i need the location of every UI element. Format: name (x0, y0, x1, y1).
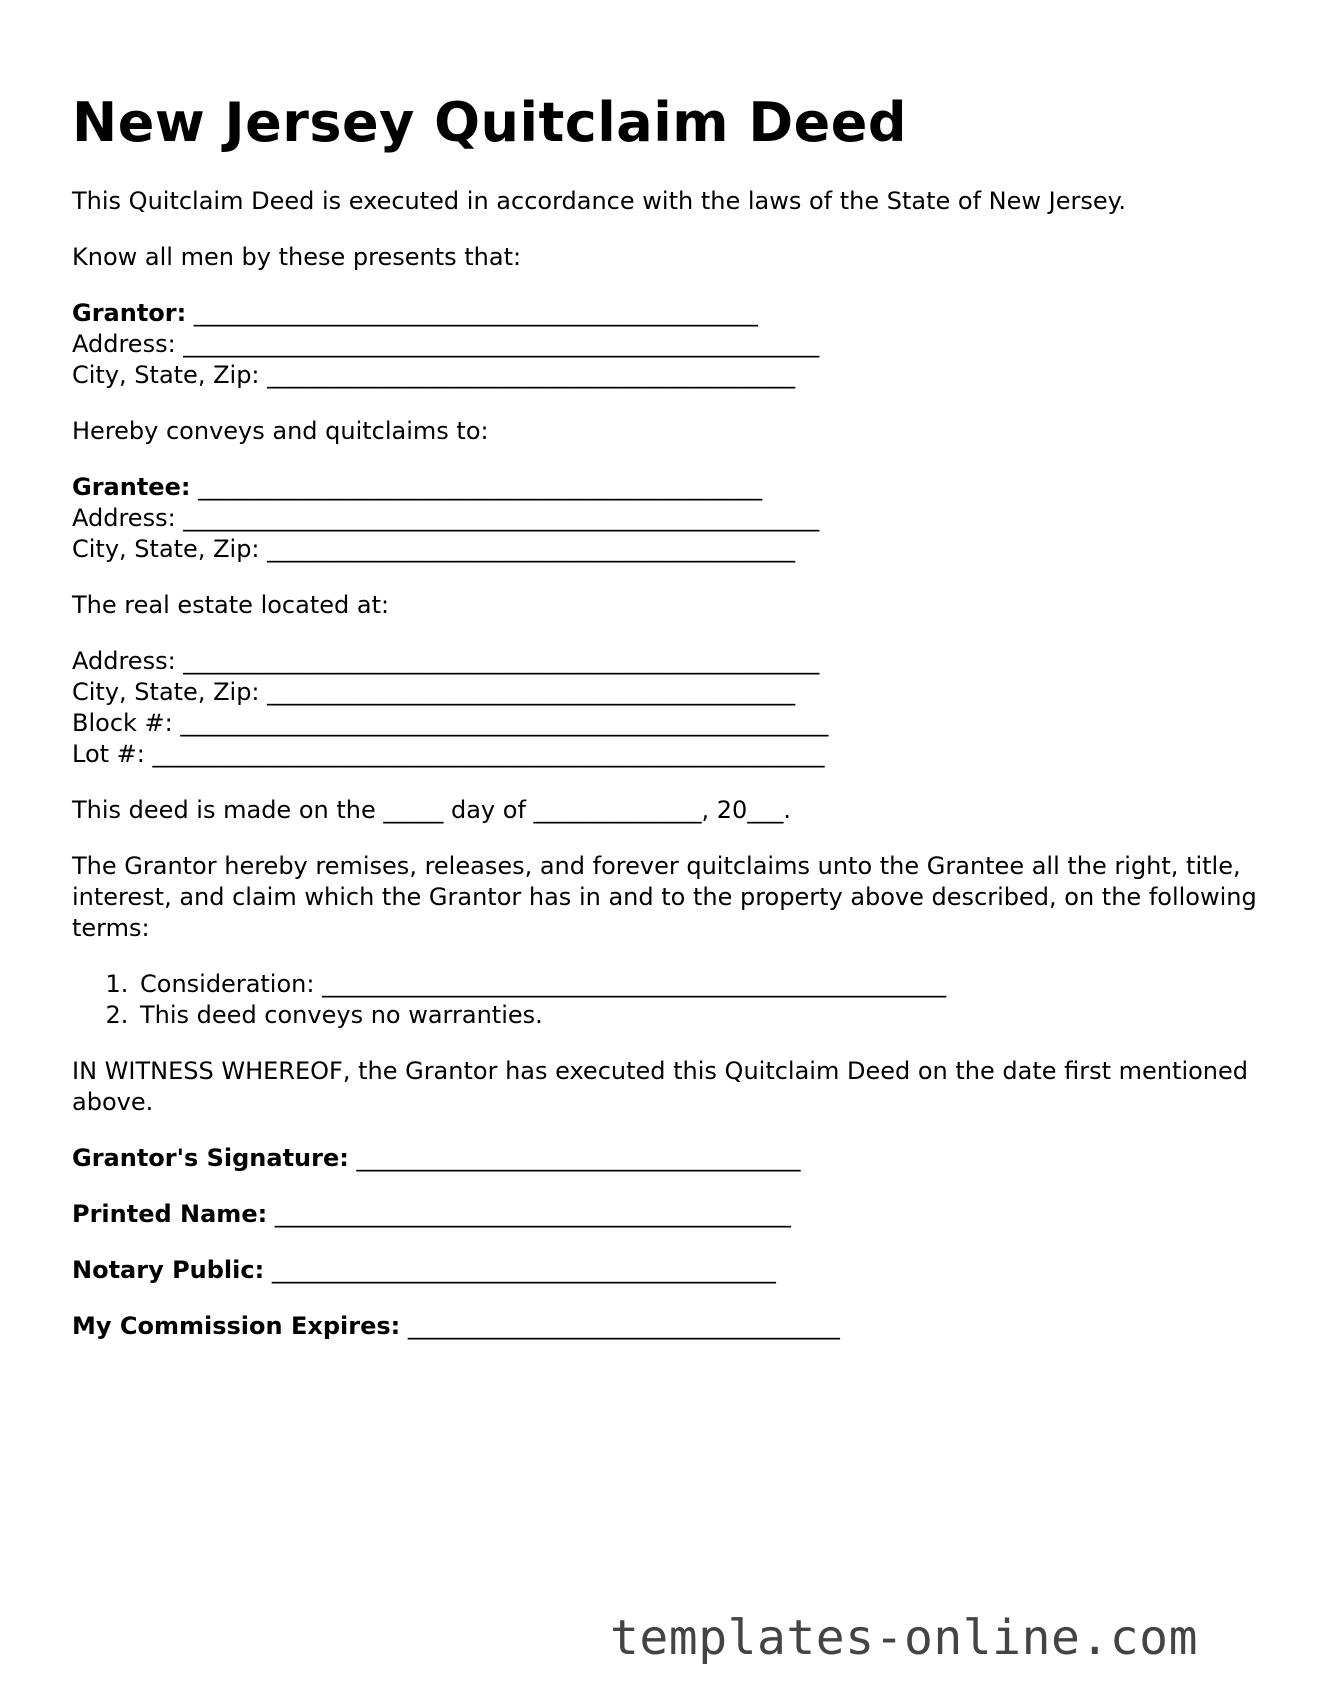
intro-paragraph: This Quitclaim Deed is executed in accordance with the laws of the State of New Jersey. (72, 187, 1127, 215)
commission-label: My Commission Expires: (72, 1312, 401, 1340)
grantee-city-field[interactable]: City, State, Zip: ____________________________________________ (72, 535, 796, 563)
property-lot-field[interactable]: Lot #: ________________________________________________________ (72, 740, 825, 768)
grantee-name-field[interactable]: _______________________________________________ (190, 473, 763, 501)
terms-list (72, 969, 1262, 1031)
grantor-address-field[interactable]: Address: _____________________________________________________ (72, 330, 820, 358)
watermark: templates-online.com (610, 1610, 1198, 1666)
witness-paragraph: IN WITNESS WHEREOF, the Grantor has executed this Quitclaim Deed on the date first mentioned above. (72, 1057, 1248, 1116)
notary-field[interactable]: __________________________________________ (264, 1256, 776, 1284)
grantor-block (72, 298, 1262, 391)
document-page (72, 90, 1262, 1342)
grantee-label: Grantee: (72, 473, 191, 501)
notary-label: Notary Public: (72, 1256, 265, 1284)
grantor-label: Grantor: (72, 299, 187, 327)
date-line[interactable]: This deed is made on the _____ day of ______________, 20___. (72, 796, 791, 824)
grantor-name-field[interactable]: _______________________________________________ (186, 299, 758, 327)
property-block (72, 646, 1262, 770)
remise-paragraph: The Grantor hereby remises, releases, and forever quitclaims unto the Grantee all the right, title, interest, and claim which the Grantor has in and to the property above described, on the following terms: (72, 852, 1257, 942)
property-block-field[interactable]: Block #: ______________________________________________________ (72, 709, 829, 737)
page-title: New Jersey Quitclaim Deed (72, 91, 908, 154)
grantee-block (72, 472, 1262, 565)
term-warranties: 2. This deed conveys no warranties. (136, 1000, 1262, 1031)
real-estate-intro: The real estate located at: (72, 591, 390, 619)
commission-field[interactable]: ____________________________________ (400, 1312, 840, 1340)
grantee-address-field[interactable]: Address: _____________________________________________________ (72, 504, 820, 532)
conveys-paragraph: Hereby conveys and quitclaims to: (72, 417, 489, 445)
property-city-field[interactable]: City, State, Zip: ____________________________________________ (72, 678, 796, 706)
printed-name-field[interactable]: ___________________________________________ (267, 1200, 791, 1228)
know-all-paragraph: Know all men by these presents that: (72, 243, 522, 271)
printed-name-label: Printed Name: (72, 1200, 268, 1228)
grantor-signature-field[interactable]: _____________________________________ (348, 1144, 801, 1172)
grantor-signature-label: Grantor's Signature: (72, 1144, 349, 1172)
property-address-field[interactable]: Address: _____________________________________________________ (72, 647, 820, 675)
term-consideration[interactable]: 1. Consideration: ____________________________________________________ (136, 969, 1262, 1000)
grantor-city-field[interactable]: City, State, Zip: ____________________________________________ (72, 361, 796, 389)
